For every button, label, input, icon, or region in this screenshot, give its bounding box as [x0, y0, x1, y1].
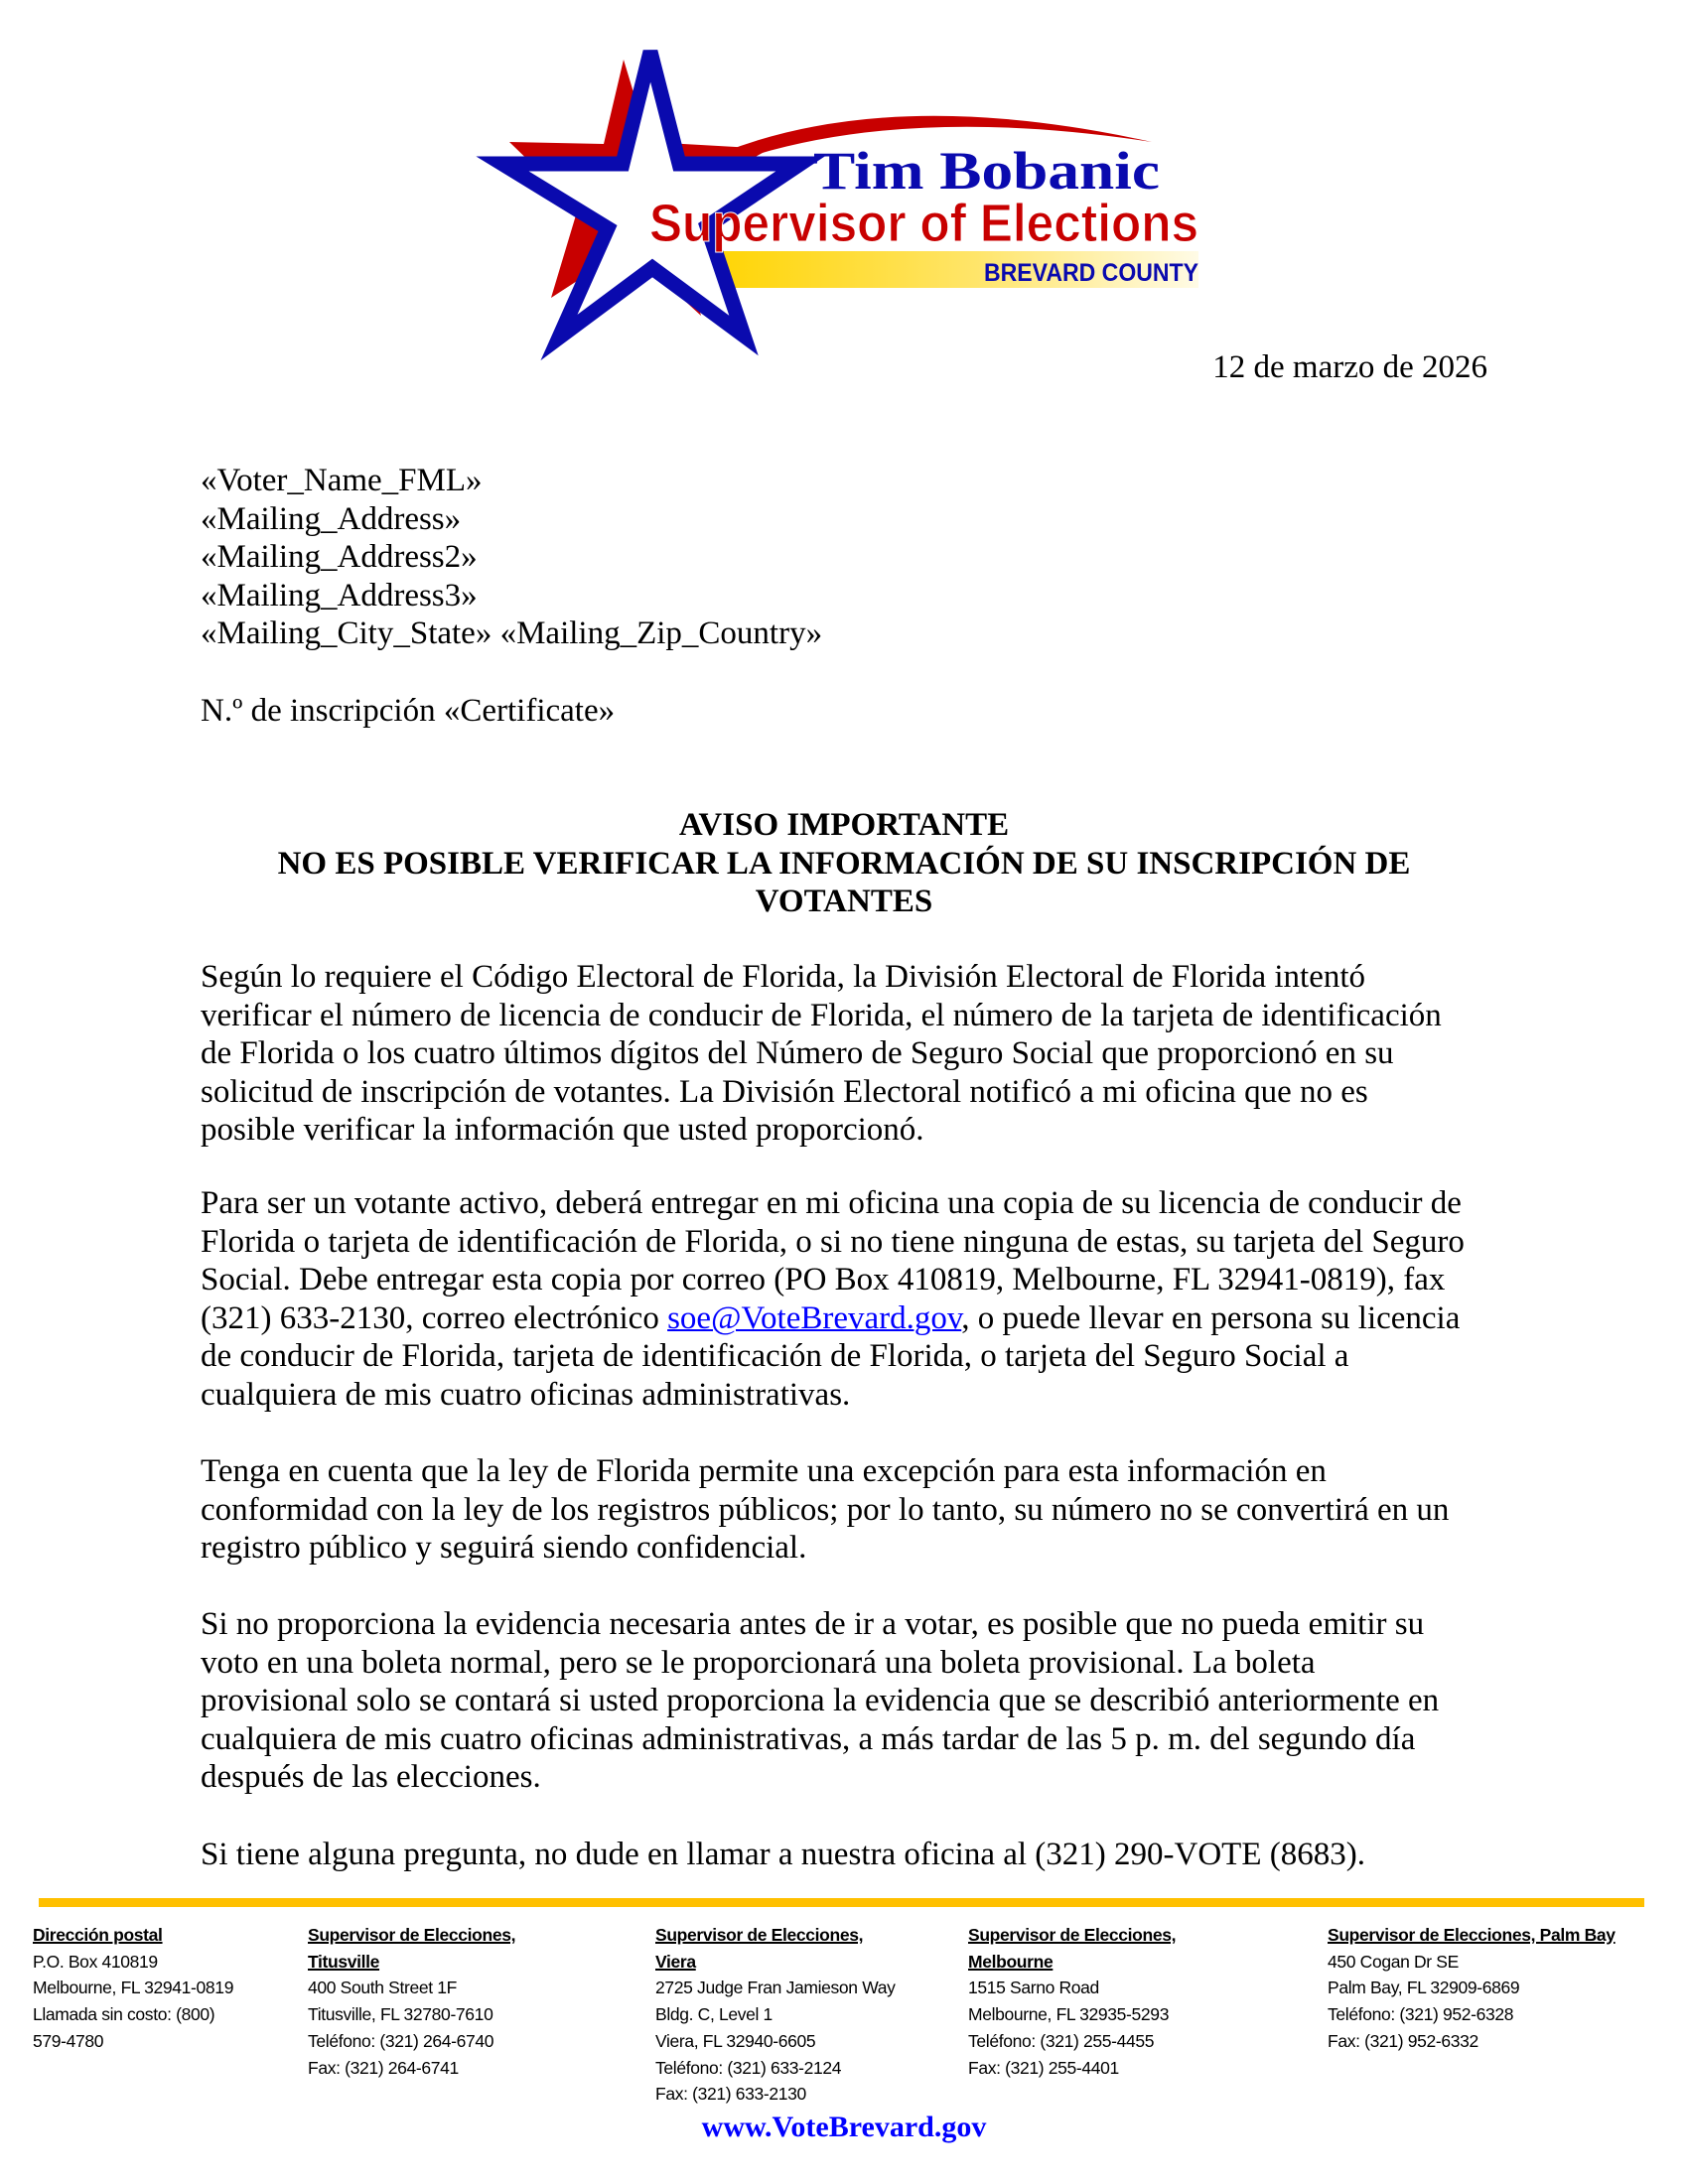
footer-line: Teléfono: (321) 255-4455	[968, 2030, 1155, 2051]
logo-title: Supervisor of Elections	[649, 194, 1198, 253]
email-line-prefix: (321) 633-2130, correo electrónico	[201, 1299, 668, 1336]
footer-column-heading: Supervisor de Elecciones, Palm Bay	[1328, 1925, 1616, 1945]
logo-county: BREVARD COUNTY	[984, 259, 1199, 287]
paragraph-line: de Florida o los cuatro últimos dígitos del Número de Seguro Social que proporcionó en su	[201, 1035, 1394, 1072]
footer-line: Teléfono: (321) 264-6740	[308, 2030, 494, 2051]
footer-line: Teléfono: (321) 633-2124	[655, 2057, 842, 2078]
paragraph-line: después de las elecciones.	[201, 1759, 541, 1796]
footer-column-palm-bay	[1328, 1922, 1616, 2055]
footer-line: Melbourne, FL 32941-0819	[33, 1978, 234, 1998]
paragraph-line: cualquiera de mis cuatro oficinas administrativas, a más tardar de las 5 p. m. del segundo día	[201, 1720, 1416, 1757]
footer-line: Titusville, FL 32780-7610	[308, 2004, 493, 2025]
footer-line: P.O. Box 410819	[33, 1951, 158, 1972]
footer-column-mailing-address	[33, 1922, 233, 2055]
paragraph-line: Según lo requiere el Código Electoral de Florida, la División Electoral de Florida intentó	[201, 959, 1366, 995]
footer-line: Palm Bay, FL 32909-6869	[1328, 1978, 1520, 1998]
paragraph-line: Tenga en cuenta que la ley de Florida permite una excepción para esta información en	[201, 1453, 1327, 1489]
paragraph-line: voto en una boleta normal, pero se le proporcionará una boleta provisional. La boleta	[201, 1644, 1316, 1681]
paragraph-line: Social. Debe entregar esta copia por correo (PO Box 410819, Melbourne, FL 32941-0819), fax	[201, 1262, 1446, 1298]
footer-line: Fax: (321) 633-2130	[655, 2084, 806, 2105]
address-line-name: «Voter_Name_FML»	[201, 463, 483, 498]
email-line-suffix: , o puede llevar en persona su licencia	[961, 1299, 1461, 1336]
footer-line: 2725 Judge Fran Jamieson Way	[655, 1978, 896, 1998]
footer-line: 579-4780	[33, 2030, 104, 2051]
footer-column-melbourne	[968, 1922, 1176, 2081]
footer-column-heading: Supervisor de Elecciones,	[308, 1925, 516, 1945]
footer-line: Llamada sin costo: (800)	[33, 2004, 215, 2025]
footer-column-heading: Supervisor de Elecciones,	[655, 1925, 864, 1945]
paragraph-line: Florida o tarjeta de identificación de Florida, o si no tiene ninguna de estas, su tarjeta del Seguro	[201, 1223, 1465, 1260]
website-link[interactable]: www.VoteBrevard.gov	[701, 2111, 987, 2143]
heading-line-1: AVISO IMPORTANTE	[678, 807, 1010, 843]
footer-line: Bldg. C, Level 1	[655, 2004, 773, 2025]
footer-line: Fax: (321) 952-6332	[1328, 2030, 1478, 2051]
paragraph-line-with-email	[201, 1299, 1501, 1338]
paragraph-line: Si no proporciona la evidencia necesaria antes de ir a votar, es posible que no pueda emitir su	[201, 1606, 1425, 1642]
footer-column-heading: Viera	[655, 1951, 696, 1972]
footer-column-titusville	[308, 1922, 515, 2081]
paragraph-submission-instructions	[201, 1184, 1501, 1415]
logo-name: Tim Bobanic	[813, 141, 1160, 201]
paragraph-line: conformidad con la ley de los registros públicos; por lo tanto, su número no se convertirá en un	[201, 1491, 1450, 1528]
paragraph-line: verificar el número de licencia de conducir de Florida, el número de la tarjeta de identificación	[201, 997, 1442, 1033]
address-line-city-zip: «Mailing_City_State» «Mailing_Zip_Country»	[201, 615, 823, 652]
footer-line: Fax: (321) 264-6741	[308, 2057, 459, 2078]
paragraph-line: cualquiera de mis cuatro oficinas administrativas.	[201, 1376, 851, 1413]
paragraph-line: de conducir de Florida, tarjeta de identificación de Florida, o tarjeta del Seguro Social a	[201, 1338, 1349, 1375]
footer-column-heading: Supervisor de Elecciones,	[968, 1925, 1177, 1945]
address-line-2: «Mailing_Address2»	[201, 539, 478, 576]
footer-line: Melbourne, FL 32935-5293	[968, 2004, 1170, 2025]
footer-column-heading: Dirección postal	[33, 1925, 163, 1945]
footer-line: 400 South Street 1F	[308, 1978, 457, 1998]
address-line-1: «Mailing_Address»	[201, 500, 462, 537]
email-link[interactable]: soe@VoteBrevard.gov	[667, 1299, 962, 1336]
registration-number-line: N.º de inscripción «Certificate»	[201, 693, 616, 729]
paragraph-line: solicitud de inscripción de votantes. La División Electoral notificó a mi oficina que no es	[201, 1073, 1368, 1110]
paragraph-line: registro público y seguirá siendo confidencial.	[201, 1530, 807, 1567]
footer-line: Viera, FL 32940-6605	[655, 2030, 816, 2051]
address-line-3: «Mailing_Address3»	[201, 577, 478, 614]
footer-divider	[39, 1898, 1644, 1907]
heading-line-3: VOTANTES	[755, 884, 933, 920]
supervisor-of-elections-logo	[0, 0, 1688, 377]
footer-column-viera	[655, 1922, 896, 2108]
paragraph-verification-attempt	[201, 958, 1501, 1150]
footer-line: Teléfono: (321) 952-6328	[1328, 2004, 1514, 2025]
footer-column-heading: Melbourne	[968, 1951, 1054, 1972]
heading-line-2: NO ES POSIBLE VERIFICAR LA INFORMACIÓN DE SU INSCRIPCIÓN DE	[277, 845, 1411, 882]
recipient-address-block	[201, 462, 822, 653]
paragraph-line: Si tiene alguna pregunta, no dude en llamar a nuestra oficina al (321) 290-VOTE (8683).	[201, 1837, 1365, 1872]
paragraph-confidentiality	[201, 1452, 1501, 1568]
paragraph-line: provisional solo se contará si usted proporciona la evidencia que se describió anteriormente en	[201, 1683, 1440, 1719]
footer-line: 1515 Sarno Road	[968, 1978, 1099, 1998]
paragraph-line: posible verificar la información que usted proporcionó.	[201, 1112, 924, 1149]
paragraph-line: Para ser un votante activo, deberá entregar en mi oficina una copia de su licencia de conducir de	[201, 1185, 1462, 1221]
footer-line: 450 Cogan Dr SE	[1328, 1951, 1459, 1972]
paragraph-provisional-ballot	[201, 1605, 1501, 1797]
letter-date: 12 de marzo de 2026	[1212, 349, 1487, 385]
paragraph-contact	[201, 1836, 1501, 1874]
notice-heading	[201, 806, 1487, 921]
footer-line: Fax: (321) 255-4401	[968, 2057, 1119, 2078]
footer-column-heading: Titusville	[308, 1951, 380, 1972]
